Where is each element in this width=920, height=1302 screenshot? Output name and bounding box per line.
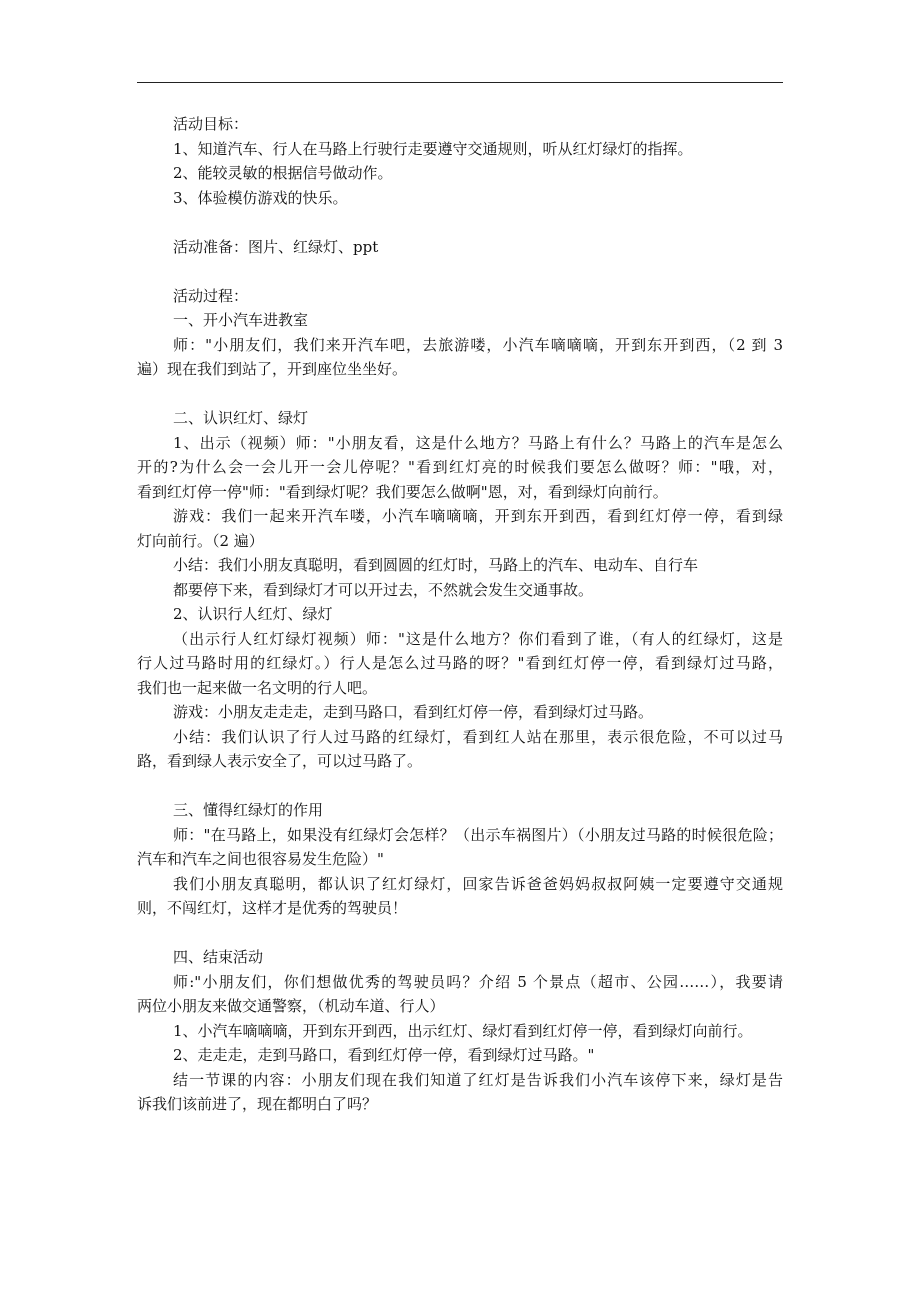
- paragraph-line: 1、出示（视频）师："小朋友看，这是什么地方？马路上有什么？马路上的汽车是怎么: [173, 433, 783, 452]
- paragraph-line: 小结：我们认识了行人过马路的红绿灯，看到红人站在那里，表示很危险，不可以过马: [173, 727, 783, 746]
- paragraph-line: 结一节课的内容：小朋友们现在我们知道了红灯是告诉我们小汽车该停下来，绿灯是告: [173, 1070, 783, 1089]
- spacer: [137, 382, 783, 407]
- header-rule: [137, 82, 783, 83]
- paragraph-line: 两位小朋友来做交通警察，（机动车道、行人）: [137, 997, 445, 1015]
- goal-item: 2、能较灵敏的根据信号做动作。: [173, 164, 393, 182]
- paragraph-line: 我们小朋友真聪明，都认识了红灯绿灯，回家告诉爸爸妈妈叔叔阿姨一定要遵守交通规: [173, 874, 783, 893]
- spacer: [137, 259, 783, 284]
- goals-title: 活动目标：: [173, 115, 249, 133]
- spacer: [137, 210, 783, 235]
- paragraph-line: 都要停下来，看到绿灯才可以开过去，不然就会发生交通事故。: [173, 580, 594, 599]
- paragraph-line: 看到红灯停一停"师："看到绿灯呢？我们要怎么做啊"恩，对，看到绿灯向前行。: [137, 482, 668, 501]
- paragraph-line: 我们也一起来做一名文明的行人吧。: [137, 678, 378, 697]
- paragraph-line: 小结：我们小朋友真聪明，看到圆圆的红灯时，马路上的汽车、电动车、自行车: [173, 556, 699, 574]
- spacer: [137, 921, 783, 946]
- preparation: 活动准备：图片、红绿灯、ppt: [173, 237, 379, 256]
- paragraph-line: 师："在马路上，如果没有红绿灯会怎样？（出示车祸图片）（小朋友过马路的时候很危险；: [173, 825, 783, 844]
- paragraph-line: 路，看到绿人表示安全了，可以过马路了。: [137, 752, 423, 770]
- paragraph-line: 则，不闯红灯，这样才是优秀的驾驶员！: [137, 899, 408, 917]
- spacer: [137, 774, 783, 799]
- paragraph-line: 遍）现在我们到站了，开到座位坐坐好。: [137, 360, 408, 378]
- paragraph-line: 诉我们该前进了，现在都明白了吗？: [137, 1095, 378, 1113]
- paragraph-line: 游戏：小朋友走走走，走到马路口，看到红灯停一停，看到绿灯过马路。: [173, 703, 654, 721]
- paragraph-line: 开的?为什么会一会儿开一会儿停呢？"看到红灯亮的时候我们要怎么做呀？师："哦，对，: [137, 458, 783, 476]
- section-title: 二、认识红灯、绿灯: [173, 409, 309, 427]
- subsection-title: 2、认识行人红灯、绿灯: [173, 605, 333, 623]
- list-item: 1、小汽车嘀嘀嘀，开到东开到西，出示红灯、绿灯看到红灯停一停，看到绿灯向前行。: [173, 1021, 753, 1040]
- section-title: 三、懂得红绿灯的作用: [173, 801, 324, 819]
- paragraph-line: （出示行人红灯绿灯视频）师："这是什么地方？你们看到了谁，（有人的红绿灯，这是: [173, 629, 783, 648]
- document-body: [137, 112, 783, 1117]
- list-item: 2、走走走，走到马路口，看到红灯停一停，看到绿灯过马路。": [173, 1046, 595, 1064]
- goal-item: 3、体验模仿游戏的快乐。: [173, 188, 348, 207]
- goal-item: 1、知道汽车、行人在马路上行驶行走要遵守交通规则，听从红灯绿灯的指挥。: [173, 139, 693, 158]
- section-title: 四、结束活动: [173, 948, 264, 966]
- paragraph-line: 灯向前行。（2 遍）: [137, 531, 264, 550]
- paragraph-line: 师："小朋友们，我们来开汽车吧，去旅游喽，小汽车嘀嘀嘀，开到东开到西，（2 到 3: [173, 335, 783, 354]
- section-title: 一、开小汽车进教室: [173, 311, 309, 329]
- paragraph-line: 游戏：我们一起来开汽车喽，小汽车嘀嘀嘀，开到东开到西，看到红灯停一停，看到绿: [173, 507, 783, 525]
- paragraph-line: 行人过马路时用的红绿灯。）行人是怎么过马路的呀？"看到红灯停一停，看到绿灯过马路，: [137, 654, 783, 672]
- paragraph-line: 汽车和汽车之间也很容易发生危险）": [137, 850, 384, 868]
- paragraph-line: 师:"小朋友们，你们想做优秀的驾驶员吗？介绍 5 个景点（超市、公园……），我要请: [173, 972, 783, 991]
- process-title: 活动过程：: [173, 286, 249, 305]
